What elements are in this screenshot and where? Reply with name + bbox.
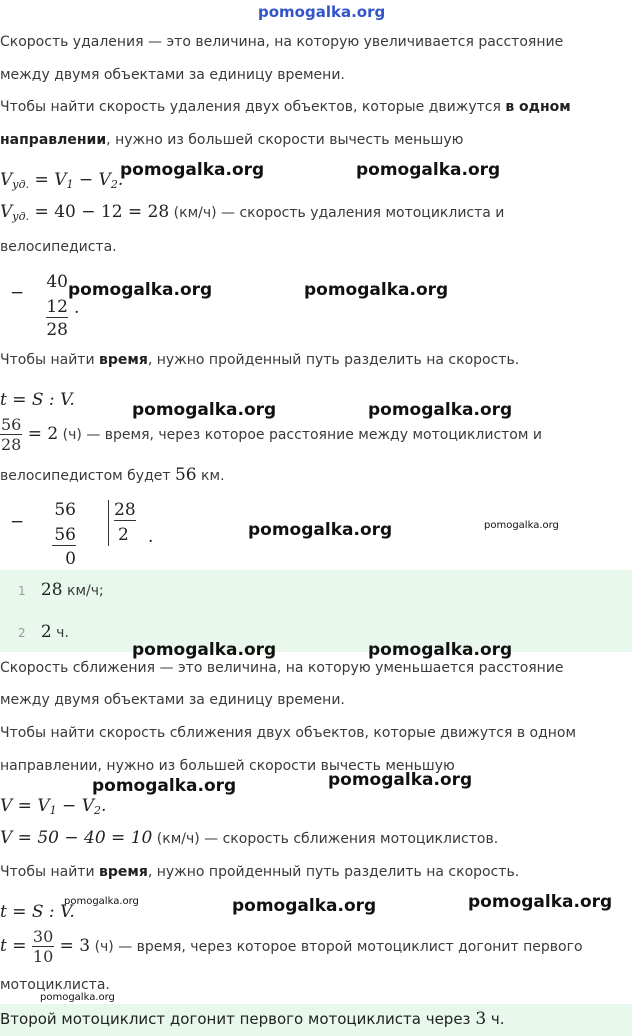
minus-sign: − bbox=[10, 512, 25, 532]
formula-line: $\frac{56}{28}$ = 2 (ч) — время, через которое расстояние между мотоциклистом и bbox=[1, 415, 542, 454]
site-watermark: pomogalka.org bbox=[232, 896, 377, 916]
site-watermark: pomogalka.org bbox=[484, 520, 559, 531]
quotient: 2 bbox=[118, 525, 129, 545]
site-watermark: pomogalka.org bbox=[356, 160, 501, 180]
formula: $V = V_1 - V_2$. bbox=[0, 796, 107, 817]
dividend: 56 bbox=[54, 500, 76, 520]
site-watermark-header: pomogalka.org bbox=[258, 3, 386, 21]
text-line bbox=[0, 97, 571, 117]
site-watermark: pomogalka.org bbox=[248, 520, 393, 540]
text-line: велосипедистом будет 56 км. bbox=[0, 465, 225, 485]
site-watermark: pomogalka.org bbox=[368, 400, 513, 420]
remainder: 0 bbox=[65, 549, 76, 569]
answer-box bbox=[0, 1004, 632, 1036]
site-watermark: pomogalka.org bbox=[92, 776, 237, 796]
text-span: Чтобы найти скорость удаления двух объектов, которые движутся bbox=[0, 99, 506, 115]
dot: . bbox=[74, 298, 80, 318]
difference: 28 bbox=[46, 320, 68, 340]
formula-line: $V_{уд.} = 40 - 12 = 28$ (км/ч) — скорость удаления мотоциклиста и bbox=[0, 202, 505, 223]
text-line: Скорость удаления — это величина, на которую увеличивается расстояние bbox=[0, 34, 564, 50]
bold-text: время bbox=[99, 352, 148, 368]
subtrahend: 12 bbox=[46, 297, 68, 317]
divisor: 28 bbox=[114, 500, 136, 520]
site-watermark: pomogalka.org bbox=[120, 160, 265, 180]
text-line: направлении, нужно из большей скорости вычесть меньшую bbox=[0, 758, 455, 774]
text-line: Чтобы найти время, нужно пройденный путь разделить на скорость. bbox=[0, 352, 520, 368]
site-watermark: pomogalka.org bbox=[40, 992, 115, 1003]
formula: $V_{уд.} = V_1 - V_2$. bbox=[0, 170, 124, 191]
site-watermark: pomogalka.org bbox=[64, 896, 139, 907]
text-line: Скорость сближения — это величина, на которую уменьшается расстояние bbox=[0, 660, 564, 676]
text-span: , нужно из большей скорости вычесть меньшую bbox=[106, 132, 464, 148]
answer-box bbox=[0, 570, 632, 652]
site-watermark: pomogalka.org bbox=[304, 280, 449, 300]
text-line: между двумя объектами за единицу времени. bbox=[0, 692, 345, 708]
bold-text: направлении bbox=[0, 132, 107, 148]
text-line: Чтобы найти время, нужно пройденный путь разделить на скорость. bbox=[0, 864, 520, 880]
dot: . bbox=[148, 527, 154, 547]
answer-item: 1 28 км/ч; bbox=[18, 580, 104, 600]
formula-line: t = $\frac{30}{10}$ = 3 (ч) — время, через которое второй мотоциклист догонит первого bbox=[0, 927, 583, 966]
text-line: Чтобы найти скорость сближения двух объектов, которые движутся в одном bbox=[0, 725, 577, 741]
text-line bbox=[0, 130, 463, 150]
formula-line: V = 50 − 40 = 10 (км/ч) — скорость сближения мотоциклистов. bbox=[0, 828, 499, 848]
minus-sign: − bbox=[10, 283, 25, 303]
fraction: $\frac{56}{28}$ bbox=[1, 415, 22, 454]
site-watermark: pomogalka.org bbox=[68, 280, 213, 300]
site-watermark: pomogalka.org bbox=[468, 892, 613, 912]
site-watermark: pomogalka.org bbox=[328, 770, 473, 790]
partial-product: 56 bbox=[52, 525, 76, 546]
minuend: 40 bbox=[46, 272, 68, 292]
text-line: между двумя объектами за единицу времени. bbox=[0, 67, 345, 83]
formula: t = S : V. bbox=[0, 902, 75, 922]
answer-item: 2 2 ч. bbox=[18, 622, 69, 642]
site-watermark: pomogalka.org bbox=[132, 400, 277, 420]
text-line: велосипедиста. bbox=[0, 239, 117, 255]
division-bar bbox=[108, 500, 109, 546]
site-watermark: pomogalka.org bbox=[368, 640, 513, 660]
answer-text: Второй мотоциклист догонит первого мотоциклиста через 3 ч. bbox=[0, 1009, 505, 1029]
text-line: мотоциклиста. bbox=[0, 977, 110, 993]
site-watermark: pomogalka.org bbox=[132, 640, 277, 660]
bold-text: в одном bbox=[505, 99, 571, 115]
bold-text: время bbox=[99, 864, 148, 880]
fraction: $\frac{30}{10}$ bbox=[32, 927, 54, 966]
formula: t = S : V. bbox=[0, 390, 75, 410]
